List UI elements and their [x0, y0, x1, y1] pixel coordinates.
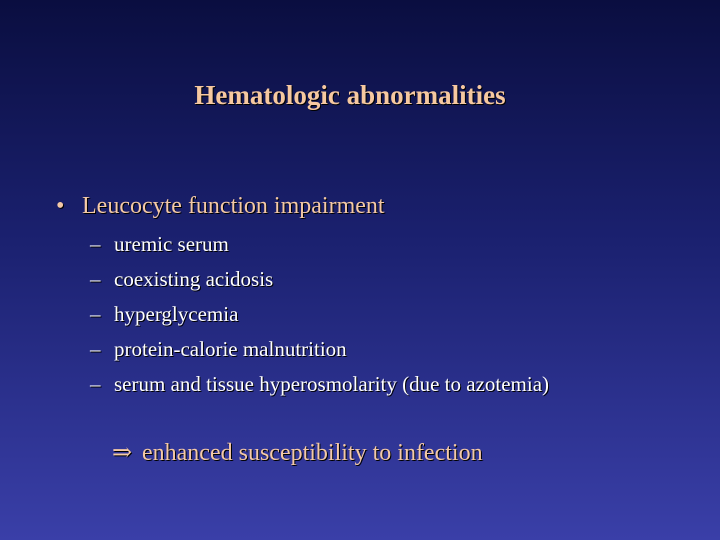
subitem [90, 230, 549, 265]
subitem [90, 265, 549, 300]
dash-marker: – [90, 232, 101, 256]
subitem [90, 370, 549, 405]
dash-marker: – [90, 302, 101, 326]
dash-marker: – [90, 267, 101, 291]
dash-marker: – [90, 337, 101, 361]
subitem [90, 335, 549, 370]
subitem-text: hyperglycemia [114, 302, 239, 326]
bullet-item [56, 193, 385, 220]
bullet-marker: • [56, 193, 65, 219]
subitem-text: uremic serum [114, 232, 229, 256]
subitem-text: serum and tissue hyperosmolarity (due to azotemia) [114, 372, 550, 396]
conclusion-text: enhanced susceptibility to infection [142, 440, 483, 466]
subitem-text: protein-calorie malnutrition [114, 337, 347, 361]
implies-arrow-icon: ⇒ [112, 440, 133, 466]
subitem-list [90, 230, 549, 405]
bullet-text: Leucocyte function impairment [82, 193, 385, 219]
subitem [90, 300, 549, 335]
dash-marker: – [90, 372, 101, 396]
slide-title: Hematologic abnormalities [194, 80, 506, 110]
subitem-text: coexisting acidosis [114, 267, 274, 291]
conclusion [112, 438, 483, 467]
